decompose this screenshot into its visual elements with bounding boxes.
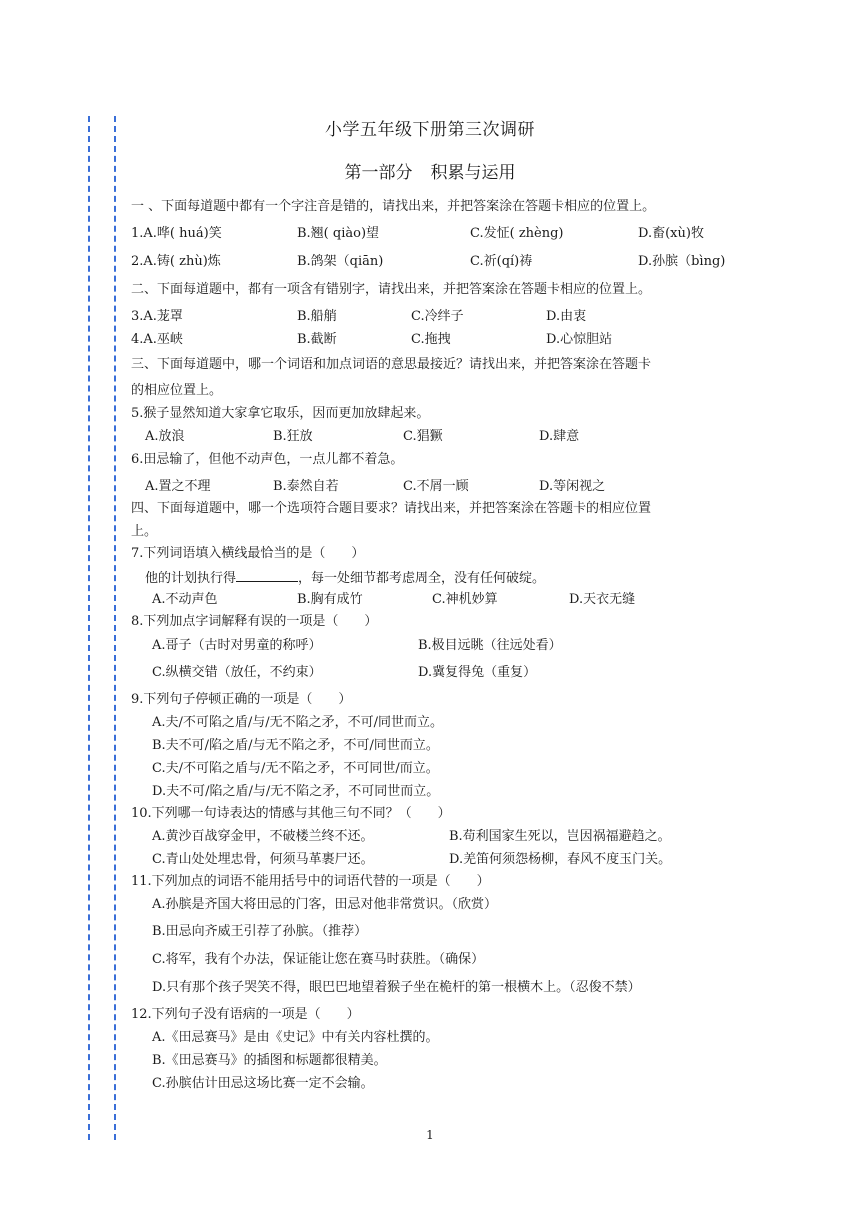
section-2-instruction: 二、下面每道题中，都有一项含有错别字，请找出来，并把答案涂在答题卡相应的位置上。 [131,282,652,297]
q10-option-b: B.苟利国家生死以，岂因祸福避趋之。 [449,829,671,844]
section-1-instruction: 一 、下面每道题中都有一个字注音是错的，请找出来，并把答案涂在答题卡相应的位置上。 [131,199,656,214]
section-heading [0,158,860,183]
q7-option-c: C.神机妙算 [432,592,498,607]
part-name: 积累与运用 [430,163,516,183]
section-3-instruction: 三、下面每道题中，哪一个词语和加点词语的意思最接近？请找出来，并把答案涂在答题卡 [131,357,652,372]
q8-option-d: D.冀复得兔（重复） [418,665,537,680]
q7-option-a: A.不动声色 [152,592,218,607]
section-4-instruction-cont: 上。 [131,524,158,539]
q4-option-c: C.拖拽 [411,332,451,347]
q9-option-b: B.夫不可/陷之盾/与无不陷之矛，不可/同世而立。 [152,738,439,753]
q7-sentence [145,567,545,589]
q2-option-b: B.鸽架（qiān) [297,254,384,269]
q2-option-c: C.祈(qí)祷 [470,254,533,269]
q6-stem: 6.田忌输了，但他不动声色，一点儿都不着急。 [131,452,404,467]
q8-option-a: A.哥子（古时对男童的称呼） [152,638,322,653]
q10-option-d: D.羌笛何须怨杨柳，春风不度玉门关。 [449,852,672,867]
q4-option-b: B.截断 [297,332,337,347]
page-title: 小学五年级下册第三次调研 [325,120,535,140]
q7-blank [236,567,298,582]
q12-option-a: A.《田忌赛马》是由《史记》中有关内容杜撰的。 [152,1030,439,1045]
q12-option-b: B.《田忌赛马》的插图和标题都很精美。 [152,1053,387,1068]
q11-stem: 11.下列加点的词语不能用括号中的词语代替的一项是（ ） [131,874,490,889]
q6-option-c: C.不屑一顾 [403,479,469,494]
q5-option-b: B.狂放 [273,429,313,444]
section-3-instruction-cont: 的相应位置上。 [131,383,223,398]
binding-margin-line [88,116,124,1140]
q3-option-d: D.由衷 [546,309,587,324]
q10-option-a: A.黄沙百战穿金甲，不破楼兰终不还。 [152,829,374,844]
q2-option-a: 2.A.铸( zhù)炼 [131,254,221,269]
q7-sentence-pre: 他的计划执行得 [145,571,237,586]
q5-option-c: C.猖獗 [403,429,443,444]
q11-option-c: C.将军，我有个办法，保证能让您在赛马时获胜。（确保） [152,952,485,967]
q6-option-a: A.置之不理 [145,479,211,494]
part-number: 第一部分 [344,163,413,183]
q10-option-c: C.青山处处埋忠骨，何须马革裹尸还。 [152,852,374,867]
section-4-instruction: 四、下面每道题中，哪一个选项符合题目要求？请找出来，并把答案涂在答题卡的相应位置 [131,501,652,516]
q3-option-b: B.船艄 [297,309,337,324]
q8-option-c: C.纵横交错（放任，不约束） [152,665,322,680]
q3-option-a: 3.A.茏罩 [131,309,183,324]
q7-sentence-post: ，每一处细节都考虑周全，没有任何破绽。 [298,571,546,586]
q7-stem: 7.下列词语填入横线最恰当的是（ ） [131,546,365,561]
q11-option-b: B.田忌向齐威王引荐了孙膑。（推荐） [152,924,368,939]
q12-stem: 12.下列句子没有语病的一项是（ ） [131,1007,360,1022]
q5-option-a: A.放浪 [145,429,185,444]
q11-option-d: D.只有那个孩子哭笑不得，眼巴巴地望着猴子坐在桅杆的第一根横木上。（忍俊不禁） [152,980,641,995]
q7-option-b: B.胸有成竹 [297,592,363,607]
q6-option-d: D.等闲视之 [539,479,606,494]
q1-option-c: C.发怔( zhèng) [470,226,564,241]
q6-option-b: B.泰然自若 [273,479,339,494]
q4-option-d: D.心惊胆站 [546,332,613,347]
q10-stem: 10.下列哪一句诗表达的情感与其他三句不同？（ ） [131,806,451,821]
q4-option-a: 4.A.巫峡 [131,332,183,347]
q8-option-b: B.极目远眺（往远处看） [418,638,562,653]
q7-option-d: D.天衣无缝 [569,592,636,607]
q1-option-d: D.畜(xù)牧 [638,226,704,241]
q3-option-c: C.冷绊子 [411,309,464,324]
q9-option-d: D.夫不可/陷之盾/与/无不陷之矛，不可同世而立。 [152,784,440,799]
page-number: 1 [426,1128,434,1142]
q5-option-d: D.肆意 [539,429,580,444]
q11-option-a: A.孙膑是齐国大将田忌的门客，田忌对他非常赏识。（欣赏） [152,897,498,912]
q9-stem: 9.下列句子停顿正确的一项是（ ） [131,692,352,707]
q9-option-a: A.夫/不可陷之盾/与/无不陷之矛，不可/同世而立。 [152,715,444,730]
q12-option-c: C.孙膑估计田忌这场比赛一定不会输。 [152,1076,374,1091]
q2-option-d: D.孙膑（bìng) [638,254,726,269]
q9-option-c: C.夫/不可陷之盾与/无不陷之矛，不可同世/而立。 [152,761,439,776]
q1-option-b: B.翘( qiào)望 [297,226,380,241]
q5-stem: 5.猴子显然知道大家拿它取乐，因而更加放肆起来。 [131,406,430,421]
q1-option-a: 1.A.哗( huá)笑 [131,226,222,241]
q8-stem: 8.下列加点字词解释有误的一项是（ ） [131,614,378,629]
